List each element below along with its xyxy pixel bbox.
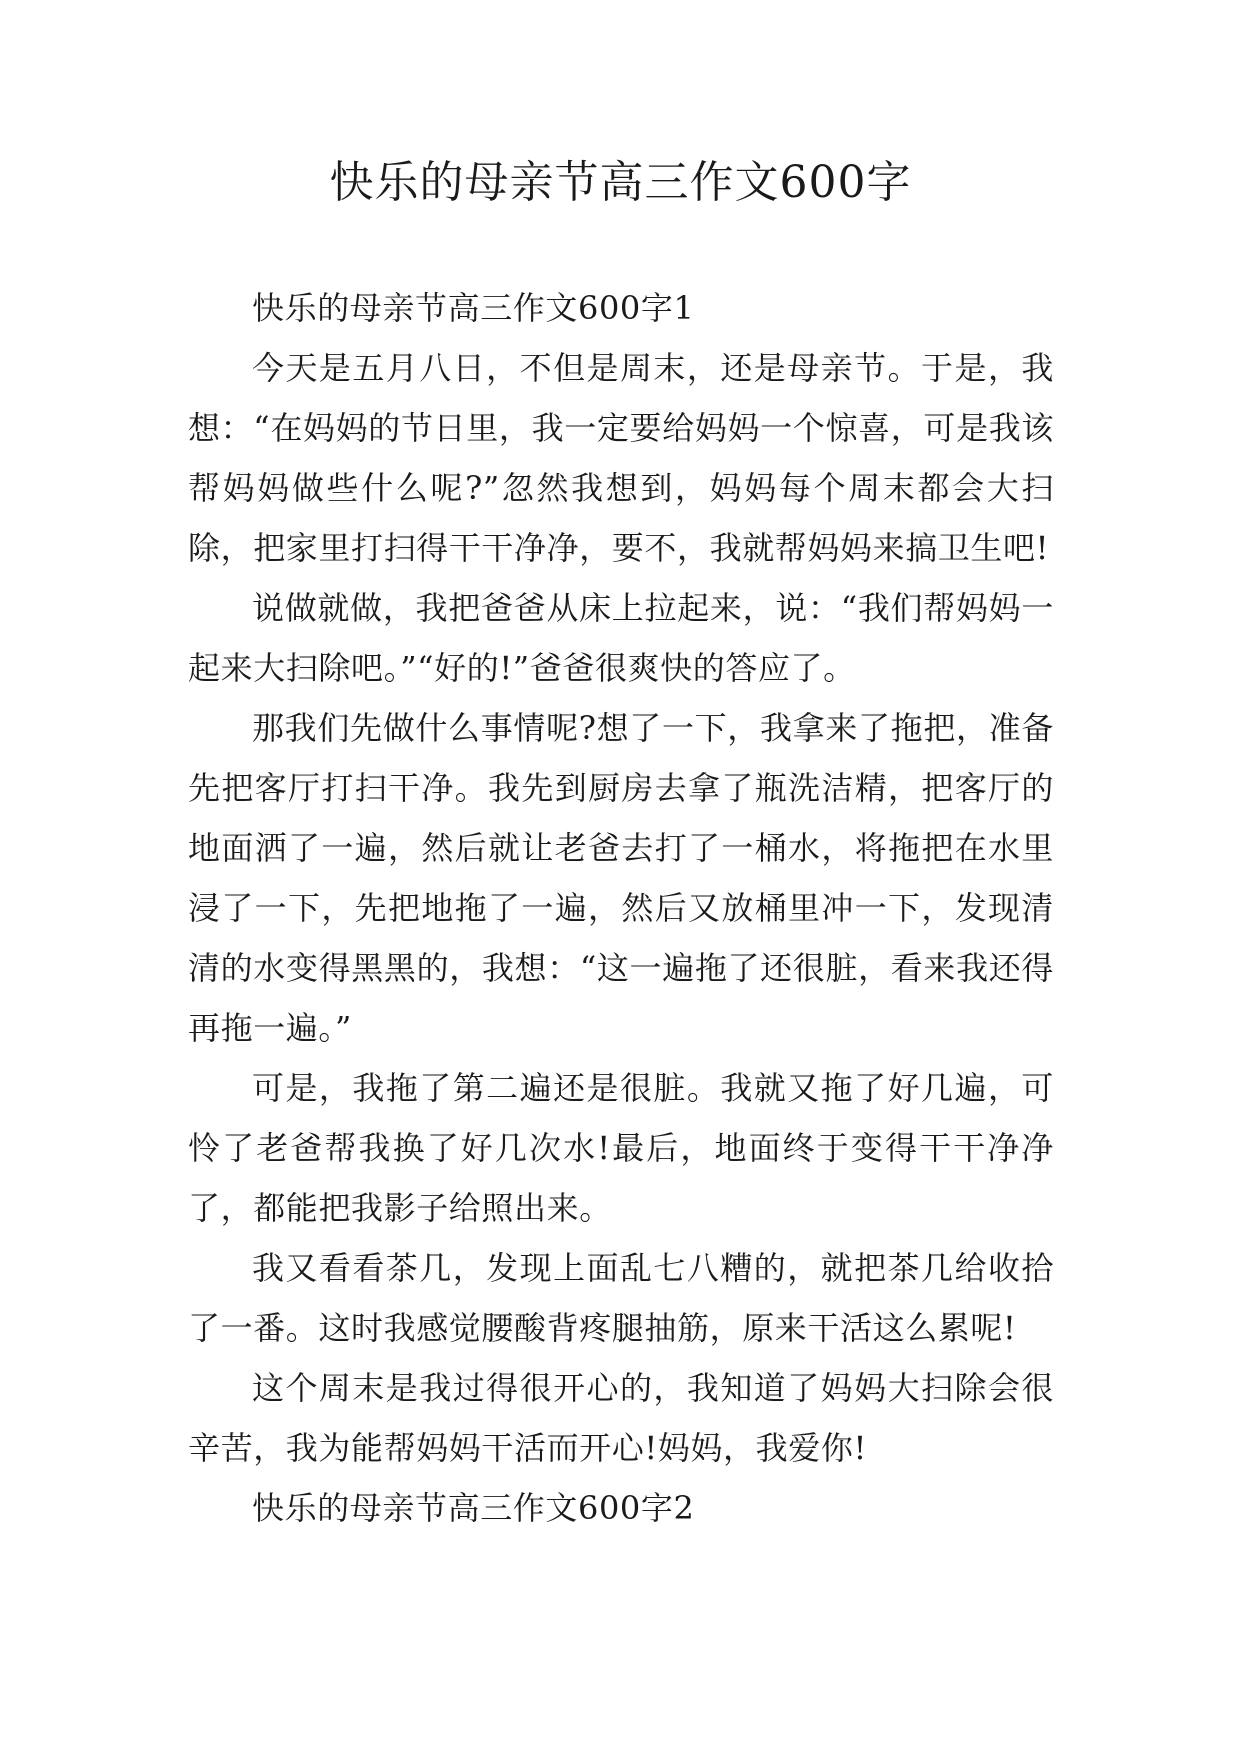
section-heading-2: 快乐的母亲节高三作文600字2 (252, 1489, 695, 1527)
section-heading-1: 快乐的母亲节高三作文600字1 (252, 289, 695, 327)
paragraph: 那我们先做什么事情呢?想了一下，我拿来了拖把，准备先把客厅打扫干净。我先到厨房去拿了瓶洗洁精，把客厅的地面洒了一遍，然后就让老爸去打了一桶水，将拖把在水里浸了一下，先把地拖了一遍，然后又放桶里冲一下，发现清清的水变得黑黑的，我想：“这一遍拖了还很脏，看来我还得再拖一遍。” (188, 709, 1054, 1047)
paragraph: 说做就做，我把爸爸从床上拉起来，说：“我们帮妈妈一起来大扫除吧。”“好的!”爸爸很爽快的答应了。 (188, 589, 1054, 687)
paragraph: 我又看看茶几，发现上面乱七八糟的，就把茶几给收拾了一番。这时我感觉腰酸背疼腿抽筋，原来干活这么累呢! (188, 1249, 1054, 1347)
document-title: 快乐的母亲节高三作文600字 (329, 157, 912, 208)
paragraph: 可是，我拖了第二遍还是很脏。我就又拖了好几遍，可怜了老爸帮我换了好几次水!最后，地面终于变得干干净净了，都能把我影子给照出来。 (188, 1069, 1054, 1227)
document-body (188, 278, 1054, 1538)
paragraph: 这个周末是我过得很开心的，我知道了妈妈大扫除会很辛苦，我为能帮妈妈干活而开心!妈妈，我爱你! (188, 1369, 1054, 1467)
paragraph: 今天是五月八日，不但是周末，还是母亲节。于是，我想：“在妈妈的节日里，我一定要给妈妈一个惊喜，可是我该帮妈妈做些什么呢?”忽然我想到，妈妈每个周末都会大扫除，把家里打扫得干干净净，要不，我就帮妈妈来搞卫生吧! (188, 349, 1054, 567)
